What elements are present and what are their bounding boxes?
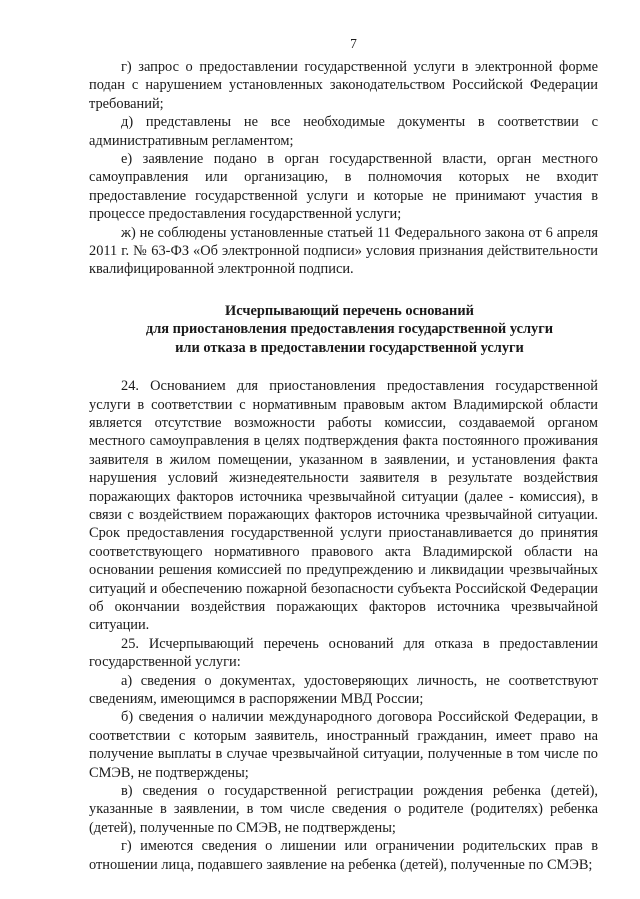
paragraph-25-v: в) сведения о государственной регистрации рождения ребенка (детей), указанные в заявлении, в том числе сведения о родителе (родителях) ребенка (детей), полученные по СМЭВ, не подтверждены; (89, 783, 598, 836)
section-heading-line-1: Исчерпывающий перечень оснований (225, 302, 474, 319)
paragraph-zh: ж) не соблюдены установленные статьей 11 Федерального закона от 6 апреля 2011 г. № 63-ФЗ «Об электронной подписи» условия признания действительности квалифицированной электронной подписи. (89, 224, 598, 278)
section-heading-line-3: или отказа в предоставлении государственной услуги (175, 339, 524, 356)
top-paragraphs (89, 58, 598, 279)
section-heading-line-2: для приостановления предоставления государственной услуги (145, 321, 554, 338)
section-heading (89, 302, 598, 357)
paragraph-g: г) запрос о предоставлении государственной услуги в электронной форме подан с нарушением установленных законодательством Российской Федерации требований; (89, 59, 598, 112)
paragraph-25-b: б) сведения о наличии международного договора Российской Федерации, в соответствии с которым заявитель, иностранный гражданин, имеет право на получение выплаты в случае чрезвычайной ситуации, полученные в том числе по СМЭВ, не подтверждены; (89, 709, 598, 781)
paragraph-25: 25. Исчерпывающий перечень оснований для отказа в предоставлении государственной услуги: (89, 635, 598, 671)
bottom-paragraphs (89, 377, 598, 874)
page-number: 7 (350, 36, 357, 51)
paragraph-d: д) представлены не все необходимые документы в соответствии с административным регламентом; (89, 114, 598, 149)
paragraph-25-g: г) имеются сведения о лишении или ограничении родительских прав в отношении лица, подавшего заявление на ребенка (детей), полученные по СМЭВ; (89, 838, 598, 873)
paragraph-25-a: а) сведения о документах, удостоверяющих личность, не соответствуют сведениям, имеющимся в распоряжении МВД России; (89, 672, 598, 707)
paragraph-24: 24. Основанием для приостановления предоставления государственной услуги в соответствии с нормативным правовым актом Владимирской области является отсутствие возможности работы комиссии, создаваемой органом местного самоуправления в целях подтверждения факта постоянного проживания заявителя в жилом помещении, указанном в заявлении, и установления факта нарушения условий жизнедеятельности заявителя в результате воздействия поражающих факторов источника чрезвычайной ситуации (далее - комиссия), в связи с воздействием поражающих факторов источника чрезвычайной ситуации. Срок предоставления государственной услуги приостанавливается до принятия соответствующего нормативного правового акта Владимирской области на основании решения комиссией по предупреждению и ликвидации чрезвычайных ситуаций и обеспечению пожарной безопасности субъекта Российской Федерации об окончании воздействия поражающих факторов источника чрезвычайной ситуации. (89, 378, 598, 634)
paragraph-e: е) заявление подано в орган государственной власти, орган местного самоуправления или организацию, в полномочия которых не входит предоставление государственной услуги и которые не принимают участия в процессе предоставления государственной услуги; (89, 151, 598, 223)
document-page (89, 36, 598, 874)
